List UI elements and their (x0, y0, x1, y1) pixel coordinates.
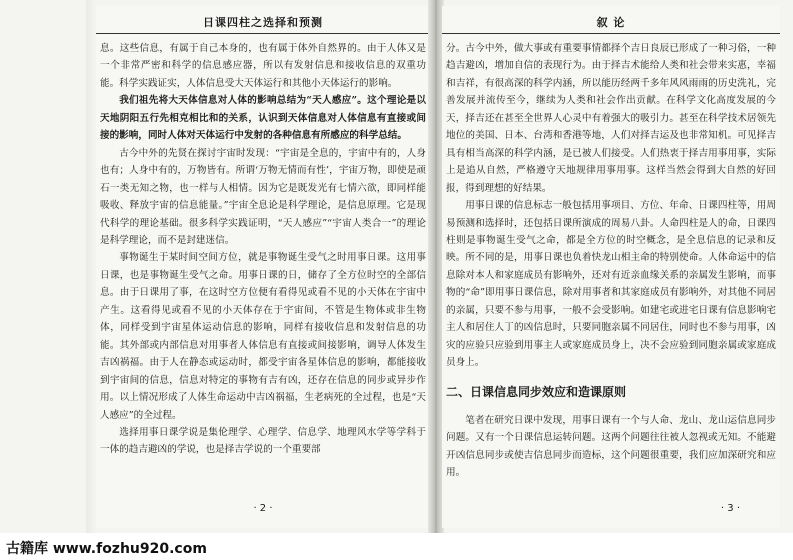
paragraph: 古今中外的先贤在探讨宇宙时发现：“宇宙是全息的，宇宙中有的，人身也有；人身中有的，万物皆有。所谓‘万物无情而有性’，宇宙万物，即使是顽石一类无知之物，也一样与人相情。因为它是既发光有七情六欲，即同样能吸收、释放宇宙的信息能量。”宇宙全息论是科学理论，是信息原理。它是现代科学的理论基础。很多科学实践证明，“天人感应”“宇宙人类合一”的理论是科学理论，而不是封建迷信。 (100, 147, 426, 246)
left-page-body (100, 40, 426, 459)
right-head-rule (442, 33, 780, 34)
right-page (442, 6, 780, 528)
left-head-rule (96, 33, 430, 34)
paragraph: 我们祖先将大天体信息对人体的影响总结为“天人感应”。这个理论是以天地阴阳五行先相克相比和的关系，认识到天体信息对人体信息有直接或间接的影响，同时人体对天体运行中发射的各种信息有所感应的科学总结。 (100, 95, 426, 142)
site-watermark: 古籍库 www.fozhu920.com (6, 541, 207, 557)
paragraph: 选择用事日课学说是集伦理学、心理学、信息学、地理风水学等学科于一体的趋吉避凶的学说，也是择吉学说的一个重要部 (100, 426, 426, 456)
left-page-number: · 2 · (253, 503, 273, 514)
left-page (96, 6, 430, 528)
right-page-body (446, 40, 776, 481)
page-edge-shadow (86, 0, 96, 533)
paragraph: 用事日课的信息标志一般包括用事项目、方位、年命、日课四柱等，用周易预测和选择时，还包括日课所演成的周易八卦。人命四柱是人的命，日课四柱则是事物诞生受气之命，都是全方位的时空概念，是全息信息的记录和反映。所不同的是，用事日课也负着快龙山相主命的特别使命。人体命运中的信息除对本人和家庭成员有影响外，还对有近亲血缘关系的亲属发生影响，而事物的“命”即用事日课信息，除对用事者和其家庭成员有影响外，对其他不同居的亲属，只要不参与用事，一般不会受影响。如建宅或进宅日课有信息影响宅主人和居住人丁的凶信息时，只要同胞亲属不同居住，同时也不参与用事，凶灾的应验只应验到用事主人或家庭成员身上，决不会应验到同胞亲属或家庭成员身上。 (446, 200, 776, 369)
left-running-head: 日课四柱之选择和预测 (203, 16, 323, 29)
paragraph: 事物诞生于某时间空间方位，就是事物诞生受气之时用事日课。这用事日课，也是事物诞生受气之命。用事日课的日，储存了全方位时空的全部信息。由于日课用了事，在这时空方位便有看得见或看不见的小天体在宇宙中产生。这看得见或看不见的小天体存在于宇宙间，不管是生物体或非生物体，同样受到宇宙星体运动信息的影响，同样有接收信息和发射信息的功能。其外部或内部信息对用事者人体信息有直接或间接影响，调导人体发生吉凶祸福。由于人在静态或运动时，都受宇宙各星体信息的影响，都能接收到宇宙间的信息，信息对特定的事物有吉有凶，还存在信息的同步或异步作用。以上情况形成了人体生命运动中吉凶祸福，生老病死的全过程，也是“天人感应”的全过程。 (100, 252, 426, 421)
right-page-number: · 3 · (720, 503, 740, 514)
watermark-bar (0, 533, 793, 560)
right-running-head: 叙 论 (596, 16, 626, 29)
section-heading: 二、日课信息同步效应和造课原则 (446, 384, 627, 399)
paragraph: 分。古今中外，做大事或有重要事情都择个吉日良辰已形成了一种习俗，一种趋吉避凶，增加自信的表现行为。由于择吉术能给人类和社会带来实惠，幸福和吉祥，有很高深的科学内涵，所以能历经两千多年风风雨雨的历史洗礼，完善发展并流传至今，继续为人类和社会作出贡献。在科学文化高度发展的今天，择吉还在甚至全世界人心灵中有着强大的吸引力。甚至在科学技术居领先地位的美国、日本、台湾和香港等地，人们对择吉运及也非常知机。可见择吉具有相当高深的科学内涵，是已被人们接受。人们热衷于择吉用事用事，实际上是追从自然，严格遵守天地规律用事用事。这样当然会得到大自然的好回报，得到理想的好结果。 (446, 43, 776, 194)
paragraph: 笔者在研究日课中发现，用事日课有一个与人命、龙山、龙山运信息同步问题。又有一个日课信息运转问题。这两个问题往往被人忽视或无知。不能避开凶信息同步或使吉信息同步而造标，这个问题很重要，我们应加深研究和应用。 (446, 414, 776, 478)
paragraph: 息。这些信息，有属于自己本身的，也有属于体外自然界的。由于人体又是一个非常严密和科学的信息感应器，所以有发射信息和接收信息的双重功能。科学实践证实，人体信息受大天体运行和其他小天体运行的影响。 (100, 43, 426, 89)
